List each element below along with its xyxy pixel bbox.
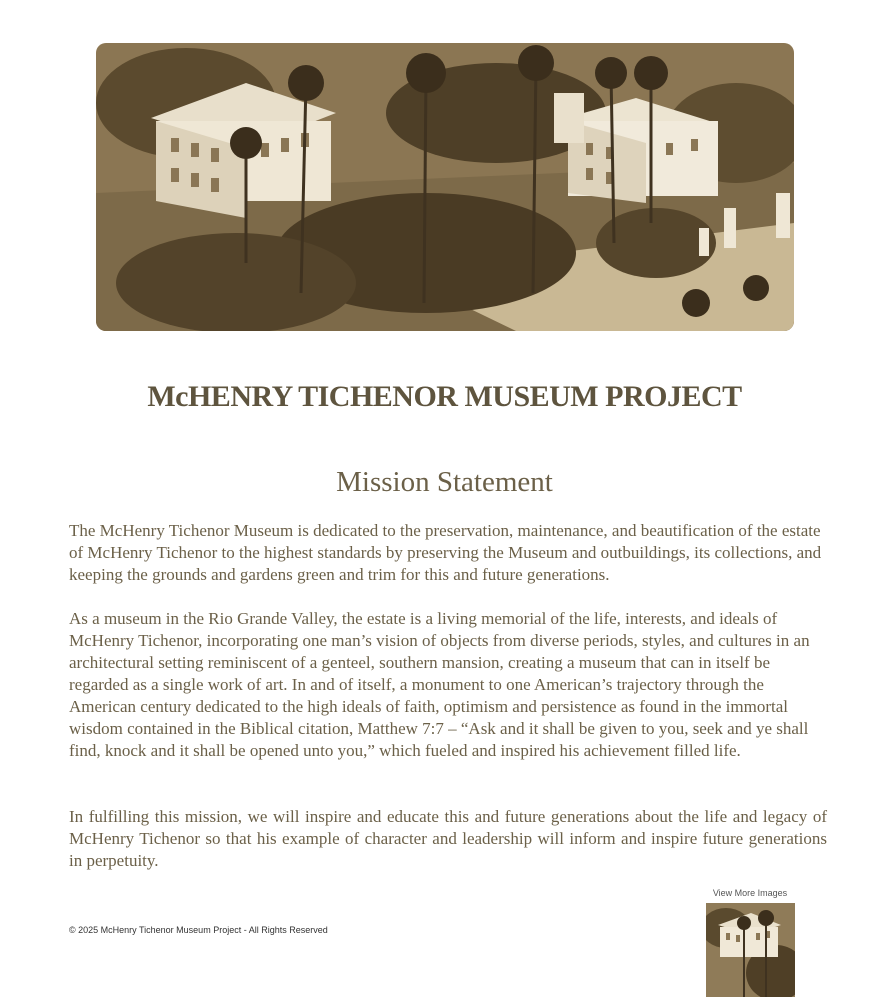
view-more-images-link[interactable]: View More Images [712, 888, 788, 898]
gallery-thumbnail-icon [706, 903, 795, 997]
site-title: McHENRY TICHENOR MUSEUM PROJECT [147, 380, 742, 413]
hero-image [96, 43, 794, 331]
mission-paragraph: The McHenry Tichenor Museum is dedicated to the preservation, maintenance, and beautification of the estate of McHenry Tichenor to the highest standards by preserving the Museum and outbuildings, its collections, and keeping the grounds and gardens green and trim for this and future generations. [69, 521, 822, 584]
mission-paragraph: As a museum in the Rio Grande Valley, the estate is a living memorial of the life, interests, and ideals of McHenry Tichenor, incorporating one man’s vision of objects from diverse periods, styles, and cultures in an architectural setting reminiscent of a genteel, southern mansion, creating a museum that can in itself be regarded as a single work of art. In and of itself, a monument to one American’s trajectory through the American century dedicated to the high ideals of faith, optimism and persistence as found in the immortal wisdom contained in the Biblical citation, Matthew 7:7 – “Ask and it shall be given to you, seek and ye shall find, knock and it shall be opened unto you,” which fueled and inspired his achievement filled life. [69, 609, 810, 760]
estate-photo-icon [96, 43, 794, 331]
gallery-thumbnail-button[interactable] [706, 903, 795, 997]
mission-heading: Mission Statement [336, 466, 553, 498]
copyright-footer: © 2025 McHenry Tichenor Museum Project - All Rights Reserved [69, 925, 328, 935]
mission-paragraph: In fulfilling this mission, we will inspire and educate this and future generations about the life and legacy of McHenry Tichenor so that his example of character and leadership will inform and inspire future generations in perpetuity. [69, 807, 827, 870]
